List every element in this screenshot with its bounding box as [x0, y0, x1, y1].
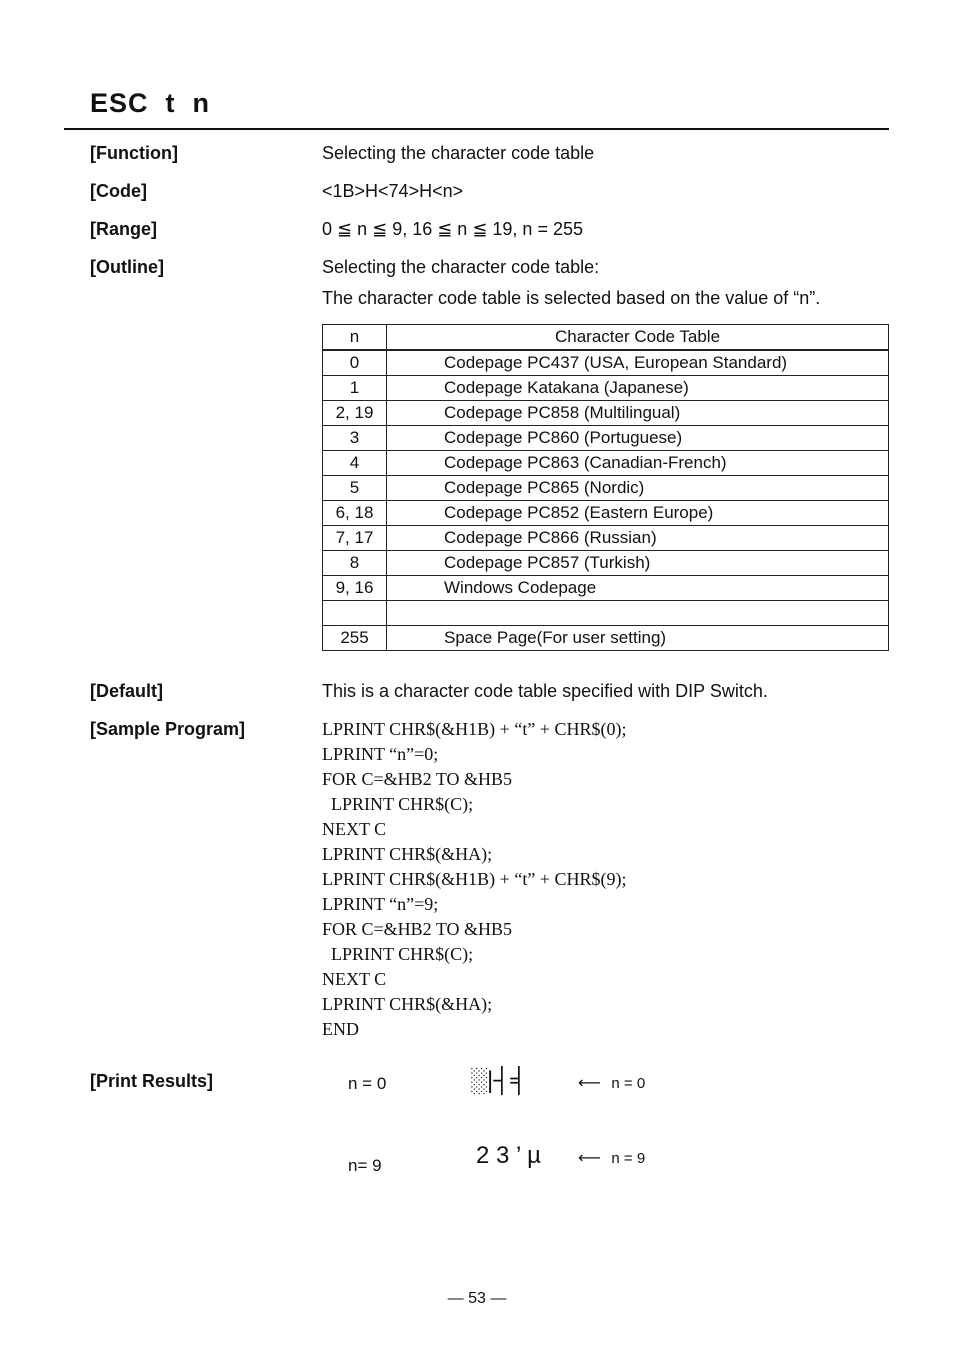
- code-table-description-cell: Codepage Katakana (Japanese): [387, 376, 889, 401]
- code-table-n-cell: 0: [323, 350, 387, 376]
- table-row: [323, 451, 889, 476]
- page-number: — 53 —: [447, 1290, 507, 1307]
- header-character-code-table: Character Code Table: [387, 325, 889, 351]
- result-n9-note: n = 9: [611, 1150, 646, 1167]
- title-rule: [64, 128, 889, 130]
- code-table-n-cell: 8: [323, 551, 387, 576]
- code-label: [Code]: [90, 181, 147, 201]
- table-header-row: [323, 325, 889, 351]
- code-table-n-cell: 9, 16: [323, 576, 387, 601]
- default-value: This is a character code table specified with DIP Switch.: [322, 681, 768, 701]
- code-table-n-cell: 5: [323, 476, 387, 501]
- code-table-description-cell: Codepage PC857 (Turkish): [387, 551, 889, 576]
- result-n9-tag: n= 9: [348, 1156, 382, 1175]
- result-n0-arrow: [578, 1073, 645, 1093]
- result-n9-glyphs: 2 3 ’ µ: [476, 1142, 541, 1169]
- default-label: [Default]: [90, 681, 163, 701]
- character-code-table: [322, 324, 889, 651]
- range-label: [Range]: [90, 219, 157, 239]
- table-row: [323, 576, 889, 601]
- table-row: [323, 426, 889, 451]
- table-row: [323, 476, 889, 501]
- table-row: [323, 526, 889, 551]
- code-table-description-cell: Space Page(For user setting): [387, 626, 889, 651]
- left-arrow-icon: ⟵: [578, 1150, 601, 1167]
- table-row: [323, 350, 889, 376]
- result-n0-note: n = 0: [611, 1075, 646, 1092]
- sample-program-code: LPRINT CHR$(&H1B) + “t” + CHR$(0); LPRINT “n”=0; FOR C=&HB2 TO &HB5 LPRINT CHR$(C); NEXT C LPRINT CHR$(&HA); LPRINT CHR$(&H1B) + “t” + CHR$(9); LPRINT “n”=9; FOR C=&HB2 TO &HB5 LPRINT CHR$(C); NEXT C LPRINT CHR$(&HA); END: [322, 719, 627, 1039]
- table-row: [323, 376, 889, 401]
- left-arrow-icon: ⟵: [578, 1075, 601, 1092]
- code-table-description-cell: Codepage PC437 (USA, European Standard): [387, 350, 889, 376]
- code-table-description-cell: Codepage PC858 (Multilingual): [387, 401, 889, 426]
- table-row: [323, 626, 889, 651]
- code-table-n-cell: 2, 19: [323, 401, 387, 426]
- code-table-description-cell: Codepage PC852 (Eastern Europe): [387, 501, 889, 526]
- table-row: [323, 601, 889, 626]
- code-table-n-cell: 7, 17: [323, 526, 387, 551]
- code-table-n-cell: 6, 18: [323, 501, 387, 526]
- code-table-description-cell: Codepage PC865 (Nordic): [387, 476, 889, 501]
- header-n: n: [323, 325, 387, 351]
- code-table-n-cell: 1: [323, 376, 387, 401]
- code-table-description-cell: Codepage PC866 (Russian): [387, 526, 889, 551]
- code-table-n-cell: 4: [323, 451, 387, 476]
- range-value: 0 ≦ n ≦ 9, 16 ≦ n ≦ 19, n = 255: [322, 219, 583, 239]
- outline-line-2: The character code table is selected based on the value of “n”.: [322, 288, 821, 308]
- outline-line-1: Selecting the character code table:: [322, 257, 600, 277]
- function-value: Selecting the character code table: [322, 143, 595, 163]
- table-row: [323, 401, 889, 426]
- function-label: [Function]: [90, 143, 178, 163]
- code-table-description-cell: [387, 601, 889, 626]
- table-row: [323, 501, 889, 526]
- code-table-n-cell: 3: [323, 426, 387, 451]
- result-n0-tag: n = 0: [348, 1074, 387, 1093]
- print-results-label: [Print Results]: [90, 1071, 214, 1091]
- code-table-n-cell: [323, 601, 387, 626]
- outline-label: [Outline]: [90, 257, 164, 277]
- code-table-description-cell: Codepage PC860 (Portuguese): [387, 426, 889, 451]
- page-title: ESC t n: [90, 88, 211, 118]
- result-n9-arrow: [578, 1148, 645, 1168]
- code-table-description-cell: Windows Codepage: [387, 576, 889, 601]
- sample-program-label: [Sample Program]: [90, 719, 246, 739]
- table-row: [323, 551, 889, 576]
- code-table-n-cell: 255: [323, 626, 387, 651]
- code-table-description-cell: Codepage PC863 (Canadian-French): [387, 451, 889, 476]
- code-value: <1B>H<74>H<n>: [322, 181, 464, 201]
- result-n0-glyphs: ░|┤╡: [470, 1067, 528, 1094]
